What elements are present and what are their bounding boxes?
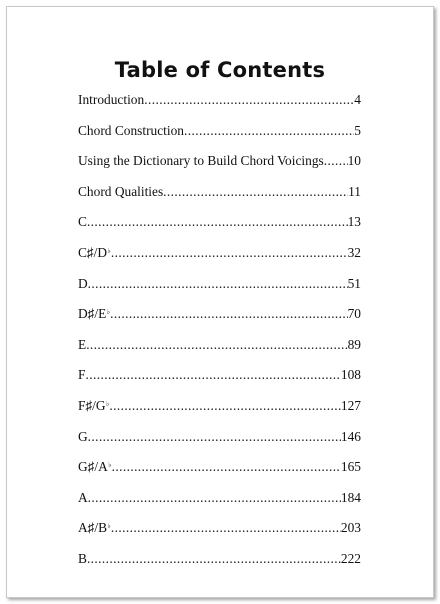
toc-entry-page-number: 222 [340, 550, 361, 566]
dot-leader [111, 245, 348, 261]
toc-entry-page-number: 203 [340, 520, 361, 536]
toc-entry-label-text: D [78, 275, 88, 291]
toc-entry [78, 123, 361, 154]
toc-entry-label-text: Chord Qualities [78, 183, 164, 199]
flat-sign: ♭ [108, 461, 112, 470]
dot-leader [111, 520, 341, 536]
toc-entry-label [78, 184, 163, 200]
toc-entry-label-text: Introduction [78, 92, 145, 107]
toc-entry-label [78, 398, 109, 414]
table-of-contents [78, 92, 361, 582]
flat-sign: ♭ [106, 399, 110, 408]
toc-entry-label [78, 520, 111, 536]
toc-entry-label [78, 490, 88, 506]
dot-leader [88, 276, 348, 292]
dot-leader [144, 92, 354, 108]
toc-entry [78, 398, 361, 429]
toc-entry-label [78, 153, 324, 169]
toc-entry-label [78, 551, 87, 567]
dot-leader [184, 123, 354, 139]
toc-entry-label [78, 459, 112, 475]
page-title: Table of Contents [114, 58, 326, 82]
toc-entry-page-number: 11 [348, 183, 361, 199]
toc-entry-label-text: B [78, 550, 87, 566]
toc-entry-page-number: 5 [354, 122, 361, 138]
toc-entry [78, 520, 361, 551]
toc-entry [78, 245, 361, 276]
toc-entry [78, 367, 361, 398]
dot-leader [109, 398, 341, 414]
toc-entry-page-number: 32 [347, 244, 361, 260]
dot-leader [87, 214, 348, 230]
toc-entry [78, 337, 361, 368]
toc-entry-page-number: 146 [340, 428, 361, 444]
toc-entry [78, 429, 361, 460]
toc-entry [78, 214, 361, 245]
toc-entry-label-text: E [78, 336, 87, 352]
toc-entry-label-text: D♯/E [78, 306, 107, 322]
toc-entry-page-number: 51 [347, 275, 361, 291]
toc-entry-label [78, 429, 88, 445]
dot-leader [85, 367, 340, 383]
toc-entry-page-number: 13 [347, 214, 361, 230]
toc-entry [78, 490, 361, 521]
toc-entry-label [78, 123, 184, 139]
toc-entry-page-number: 4 [354, 92, 361, 107]
dot-leader [163, 184, 348, 200]
dot-leader [87, 551, 341, 567]
dot-leader [88, 429, 341, 445]
toc-entry-label-text: G♯/A [78, 459, 108, 475]
dot-leader [88, 490, 341, 506]
toc-entry-label-text: C♯/D [78, 244, 108, 260]
toc-entry [78, 92, 361, 123]
toc-entry-label [78, 214, 87, 230]
toc-entry [78, 306, 361, 337]
dot-leader [110, 306, 348, 322]
dot-leader [112, 459, 341, 475]
toc-entry-label-text: F [78, 367, 86, 383]
toc-entry-label [78, 337, 86, 353]
toc-entry-label [78, 306, 110, 322]
toc-entry-label-text: C [78, 214, 87, 230]
flat-sign: ♭ [106, 308, 111, 317]
toc-entry [78, 184, 361, 215]
toc-entry [78, 153, 361, 184]
toc-entry [78, 551, 361, 582]
toc-entry-label-text: A [78, 489, 88, 505]
toc-entry-page-number: 165 [340, 459, 361, 475]
toc-entry [78, 459, 361, 490]
toc-entry-label [78, 276, 88, 292]
toc-entry-page-number: 184 [340, 489, 361, 505]
toc-entry-label-text: G [78, 428, 88, 444]
dot-leader [324, 153, 348, 169]
toc-entry-label-text: Using the Dictionary to Build Chord Voicings [78, 153, 324, 169]
toc-entry-label-text: Chord Construction [78, 122, 185, 138]
toc-entry-page-number: 127 [340, 397, 361, 413]
toc-entry-page-number: 70 [347, 306, 361, 322]
dot-leader [86, 337, 347, 353]
toc-entry-label [78, 92, 144, 108]
toc-entry-label [78, 367, 85, 383]
toc-entry-page-number: 89 [347, 336, 361, 352]
toc-entry-label [78, 245, 111, 261]
toc-entry-page-number: 10 [347, 153, 361, 169]
toc-entry-label-text: A♯/B [78, 520, 108, 536]
flat-sign: ♭ [107, 246, 111, 255]
toc-entry [78, 276, 361, 307]
flat-sign: ♭ [107, 522, 111, 531]
toc-entry-label-text: F♯/G [78, 397, 106, 413]
toc-entry-page-number: 108 [340, 367, 361, 383]
